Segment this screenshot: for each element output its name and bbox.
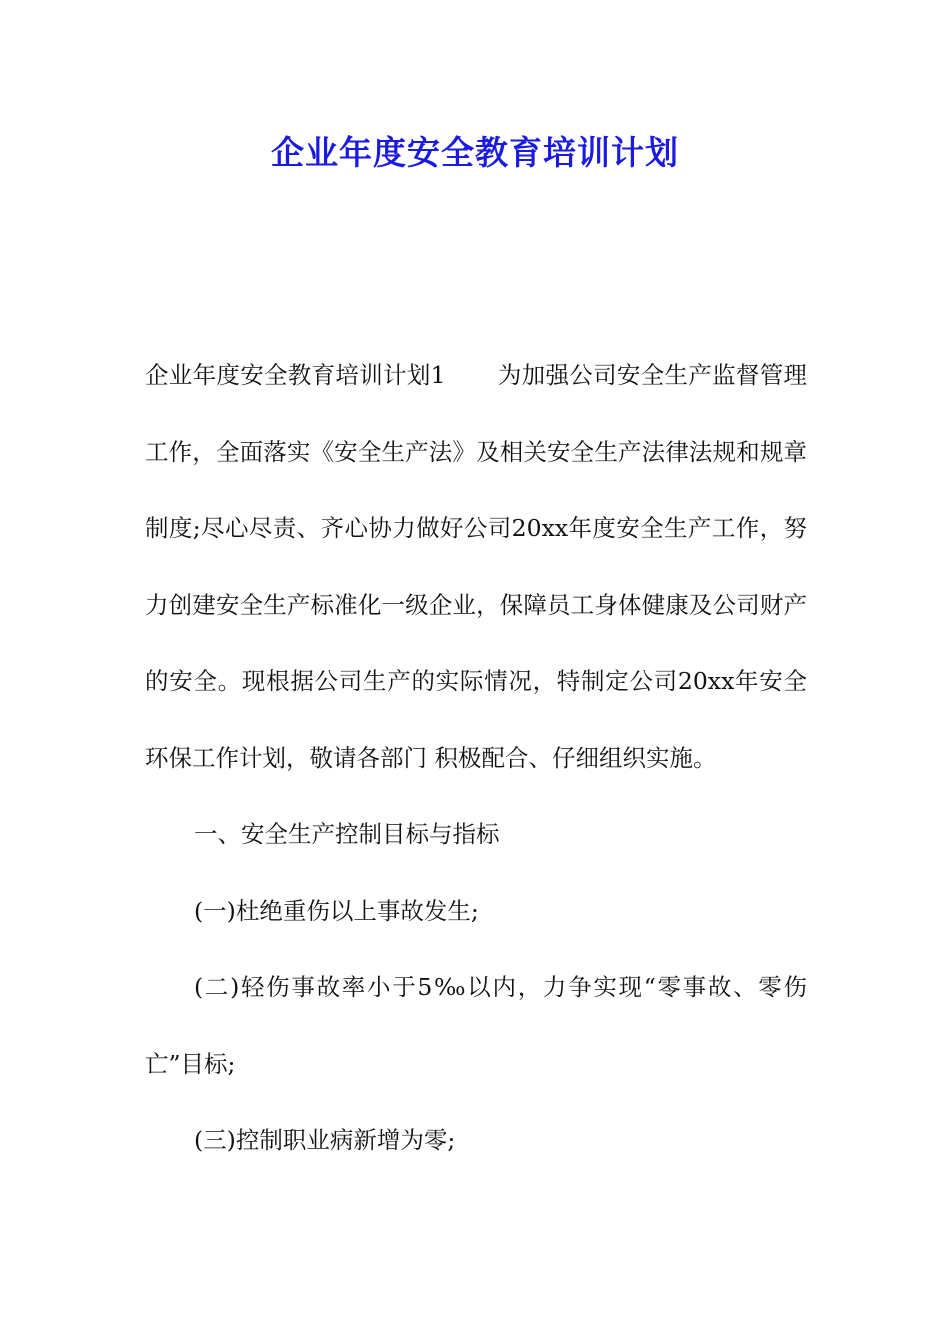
document-body — [145, 337, 807, 1179]
list-item: (二)轻伤事故率小于5‰以内，力争实现“零事故、零伤亡”目标; — [145, 973, 807, 1078]
intro-text: 为加强公司安全生产监督管理工作，全面落实《安全生产法》及相关安全生产法律法规和规章制度;尽心尽责、齐心协力做好公司20xx年度安全生产工作，努力创建安全生产标准化一级企业，保障员工身体健康及公司财产的安全。现根据公司生产的实际情况，特制定公司20xx年安全环保工作计划，敬请各部门 积极配合、仔细组织实施。 — [145, 361, 808, 772]
intro-heading: 企业年度安全教育培训计划1 — [145, 361, 446, 389]
list-item: (三)控制职业病新增为零; — [194, 1126, 456, 1154]
section-heading: 一、安全生产控制目标与指标 — [194, 820, 500, 848]
list-item: (一)杜绝重伤以上事故发生; — [194, 896, 479, 925]
intro-paragraph — [145, 337, 807, 796]
document-title: 企业年度安全教育培训计划 — [271, 133, 679, 172]
